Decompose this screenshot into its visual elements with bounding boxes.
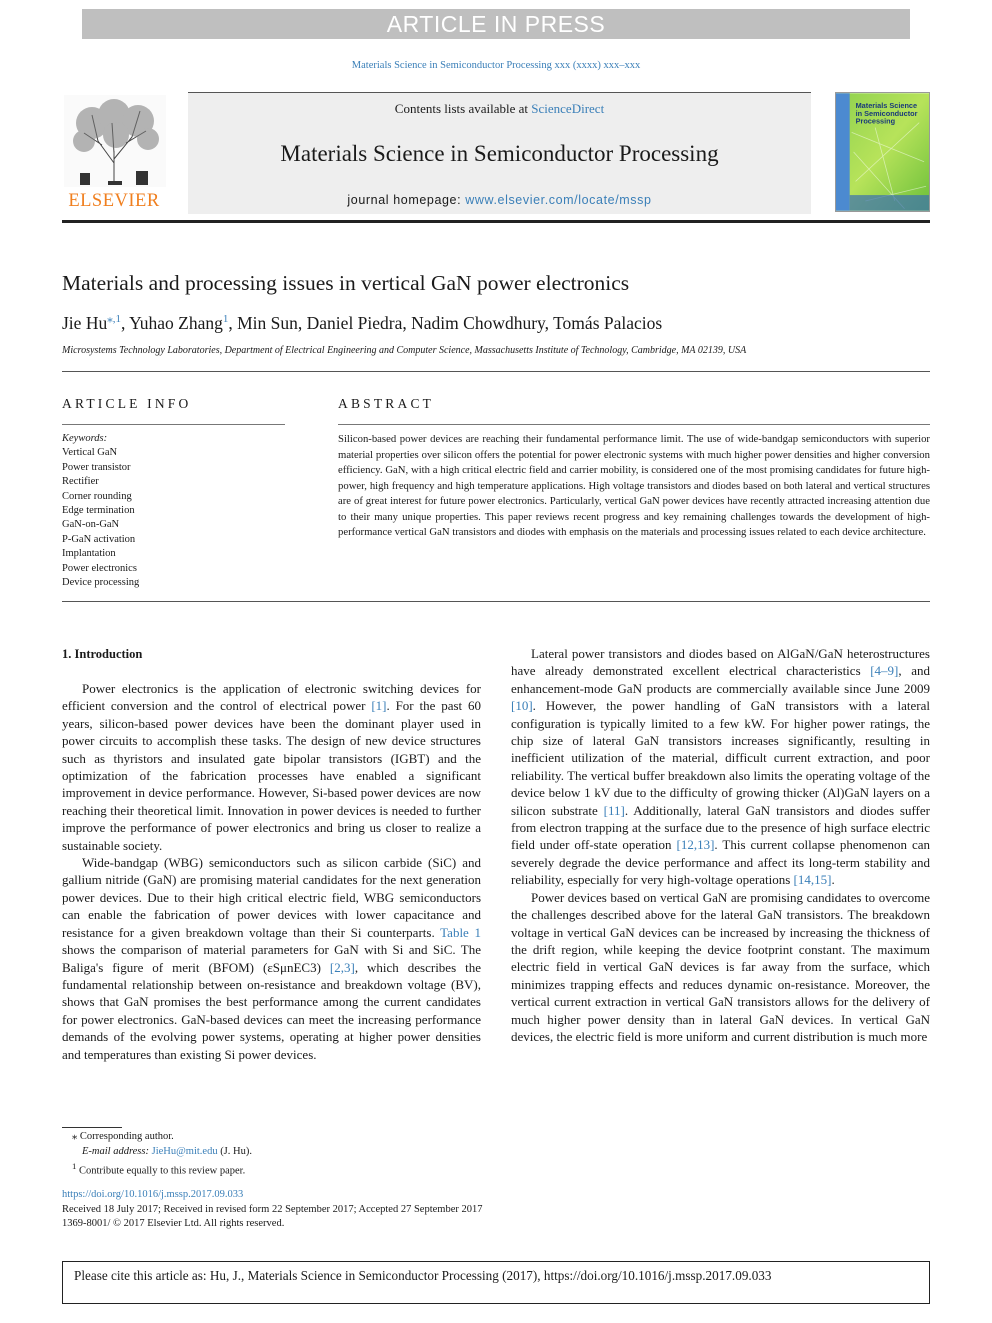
keyword: Rectifier xyxy=(62,476,99,488)
cover-title-line-1: Materials Science xyxy=(855,100,918,110)
keyword: GaN-on-GaN xyxy=(62,519,120,531)
reference-link[interactable]: [12,13] xyxy=(676,837,715,853)
body-column-right xyxy=(511,645,930,1045)
footnote-rule xyxy=(62,1127,122,1128)
publication-info xyxy=(62,1188,482,1232)
keyword: Device processing xyxy=(62,577,140,589)
journal-homepage-link[interactable]: www.elsevier.com/locate/mssp xyxy=(465,193,652,207)
corresponding-author-note: ⁎ Corresponding author. xyxy=(72,1131,174,1142)
author-name[interactable]: Yuhao Zhang xyxy=(129,312,223,333)
author-marker[interactable]: 1 xyxy=(222,313,229,325)
section-heading-introduction: 1. Introduction xyxy=(62,647,143,661)
paragraph: Power devices based on vertical GaN are promising candidates to overcome the challenges described above for the lateral GaN transistors. The breakdown voltage in vertical GaN devices can be increased by increasing the thickness of the drift region, while keeping the device footprint constant. The maximum electric field in vertical GaN devices is far away from the surface, which minimizes trapping effects and reduces dynamic on-resistance. Moreover, the vertical current extraction in vertical GaN transistors allows for the delivery of much higher power density than in lateral GaN devices. In vertical GaN devices, the electric field is more uniform and current distribution is much more xyxy=(511,889,930,1044)
paragraph: Wide-bandgap (WBG) semiconductors such as silicon carbide (SiC) and gallium nitride (GaN) are promising material candidates for the next generation power devices. Due to their high critical electric field, WBG semiconductors can enable the fabrication of power devices with lower capacitance and resistance for a given breakdown voltage than their Si counterparts. Table 1 shows the comparison of material parameters for GaN with Si and SiC. The Baliga's figure of merit (BFOM) (εSμnEC3) [2,3], which describes the fundamental relationship between on-resistance and breakdown voltage (BV), shows that GaN promises the best performance among the current candidates for power electronics. GaN-based devices can meet the increasing performance demands of the evolving power systems, operating at higher power densities and temperatures than existing Si power devices. xyxy=(62,855,481,1062)
abstract-text: Silicon-based power devices are reaching their fundamental performance limit. The use of wide-bandgap semiconductors with superior material properties over silicon offers the potential for power electronic systems with much higher power densities and higher conversion efficiency. GaN, with a high critical electric field and carrier mobility, is considered one of the most promising candidates for future high-power, high frequency and high temperature applications. High voltage transistors and diodes based on both lateral and vertical structures are of great interest for future power electronics. Particularly, vertical GaN power devices have recently attracted increasing attention due to their many unique properties. This paper reviews recent progress and key remaining challenges towards the development of high-performance vertical GaN transistors and diodes with emphasis on the materials and processing issues related to each device architecture. xyxy=(338,433,930,538)
cover-title-line-3: Processing xyxy=(855,116,896,126)
article-in-press-banner: ARTICLE IN PRESS xyxy=(82,9,910,39)
journal-cover-thumbnail[interactable] xyxy=(835,92,930,212)
header-rule xyxy=(62,220,930,223)
email-note: E-mail address: JieHu@mit.edu (J. Hu). xyxy=(82,1145,252,1157)
paragraph: Lateral power transistors and diodes based on AlGaN/GaN heterostructures have already demonstrated excellent electrical characteristics [4–9], and enhancement-mode GaN products are commercially available since June 2009 [10]. However, the power handling of GaN transistors with a lateral configuration is typically limited to a few kW. For higher power ratings, the chip size of lateral GaN transistors increases significantly, resulting in inefficient utilization of the material, difficult current extraction, and poor reliability. The vertical buffer breakdown also limits the operating voltage of the device below 1 kV due to the difficulty of growing thicker (Al)GaN layers on a silicon substrate [11]. Additionally, lateral GaN transistors and diodes suffer from electron trapping at the surface due to the presence of high surface electric field under off-state operation [12,13]. This current collapse phenomenon can severely degrade the device performance and affect its long-term stability and reliability, especially for very high-voltage operations [14,15]. xyxy=(511,646,930,888)
divider xyxy=(62,371,930,372)
cover-title-line-2: in Semiconductor xyxy=(855,108,918,118)
paragraph: Power electronics is the application of electronic switching devices for efficient conversion and the control of electrical power [1]. For the past 60 years, silicon-based power devices have been the dominant player used in power circuits to accomplish these tasks. The design of new device structures such as thyristors and insulated gate bipolar transistors (IGBT) and the optimization of the fabrication processes have enabled a significant improvement in device performance. However, Si-based power devices are now reaching their theoretical limit. Innovation in power devices is needed to further improve the performance of power electronics and bring us closer to realize a sustainable society. xyxy=(62,681,482,853)
keyword: Implantation xyxy=(62,548,116,560)
reference-link[interactable]: [10] xyxy=(511,698,533,714)
author-name[interactable]: Min Sun xyxy=(237,312,298,333)
affiliation: Microsystems Technology Laboratories, Department of Electrical Engineering and Computer Science, Massachusetts Institute of Technology, Cambridge, MA 02139, USA xyxy=(62,345,747,356)
sciencedirect-link[interactable]: ScienceDirect xyxy=(531,101,605,116)
author-name[interactable]: Jie Hu xyxy=(62,312,108,333)
divider xyxy=(338,424,930,425)
bfom-formula: εSμnEC3 xyxy=(267,959,317,975)
received-dates: Received 18 July 2017; Received in revised form 22 September 2017; Accepted 27 September 2017 xyxy=(62,1203,483,1215)
contents-line xyxy=(188,101,811,117)
table-link[interactable]: Table 1 xyxy=(440,924,481,940)
reference-link[interactable]: [11] xyxy=(603,802,625,818)
citation-text: Please cite this article as: Hu, J., Materials Science in Semiconductor Processing (2017), https://doi.org/10.1016/j.mssp.2017.09.033 xyxy=(74,1268,772,1283)
reference-link[interactable]: [14,15] xyxy=(793,872,832,888)
author-list: Jie $Hu^{⁎,1}$, Yuhao Zhang$^1$, Min Sun, Daniel Piedra, Nadim Chowdhury, Tomás Palacios xyxy=(62,312,663,333)
keyword: Edge termination xyxy=(62,505,135,517)
author-name[interactable]: Tomás Palacios xyxy=(553,312,663,333)
journal-reference-link[interactable]: Materials Science in Semiconductor Processing xxx (xxxx) xxx–xxx xyxy=(351,60,641,71)
author-marker[interactable]: ⁎,1 xyxy=(107,313,121,325)
keyword: Power electronics xyxy=(62,562,137,574)
keyword: P-GaN activation xyxy=(62,533,136,545)
copyright: 1369-8001/ © 2017 Elsevier Ltd. All rights reserved. xyxy=(62,1218,285,1230)
email-link[interactable]: JieHu@mit.edu xyxy=(151,1145,218,1157)
divider xyxy=(62,601,930,602)
article-info-heading: ARTICLE INFO xyxy=(62,396,192,411)
journal-homepage-line xyxy=(188,193,811,207)
author-name[interactable]: Nadim Chowdhury xyxy=(411,312,545,333)
reference-link[interactable]: [2,3] xyxy=(329,959,355,975)
article-title: Materials and processing issues in vertical GaN power electronics xyxy=(62,271,630,295)
equal-contribution-note: $^1$ Contribute equally to this review paper. xyxy=(72,1161,246,1177)
body-column-left xyxy=(62,680,481,1063)
abstract-heading: ABSTRACT xyxy=(338,396,435,411)
keyword: Corner rounding xyxy=(62,490,132,502)
keyword: Power transistor xyxy=(62,461,131,473)
keyword: Vertical GaN xyxy=(62,447,118,459)
reference-link[interactable]: [4–9] xyxy=(870,663,899,679)
journal-name: Materials Science in Semiconductor Processing xyxy=(280,141,719,166)
reference-link[interactable]: [1] xyxy=(371,698,387,714)
keywords-list xyxy=(62,432,139,590)
doi-link[interactable]: https://doi.org/10.1016/j.mssp.2017.09.033 xyxy=(62,1189,244,1200)
footnotes xyxy=(62,1130,252,1179)
homepage-prefix: journal homepage: xyxy=(347,193,466,207)
contents-prefix: Contents lists available at xyxy=(394,101,532,116)
keywords-label: Keywords: xyxy=(62,433,108,444)
author-name[interactable]: Daniel Piedra xyxy=(306,312,403,333)
divider xyxy=(62,424,285,425)
elsevier-wordmark: ELSEVIER xyxy=(68,191,160,211)
